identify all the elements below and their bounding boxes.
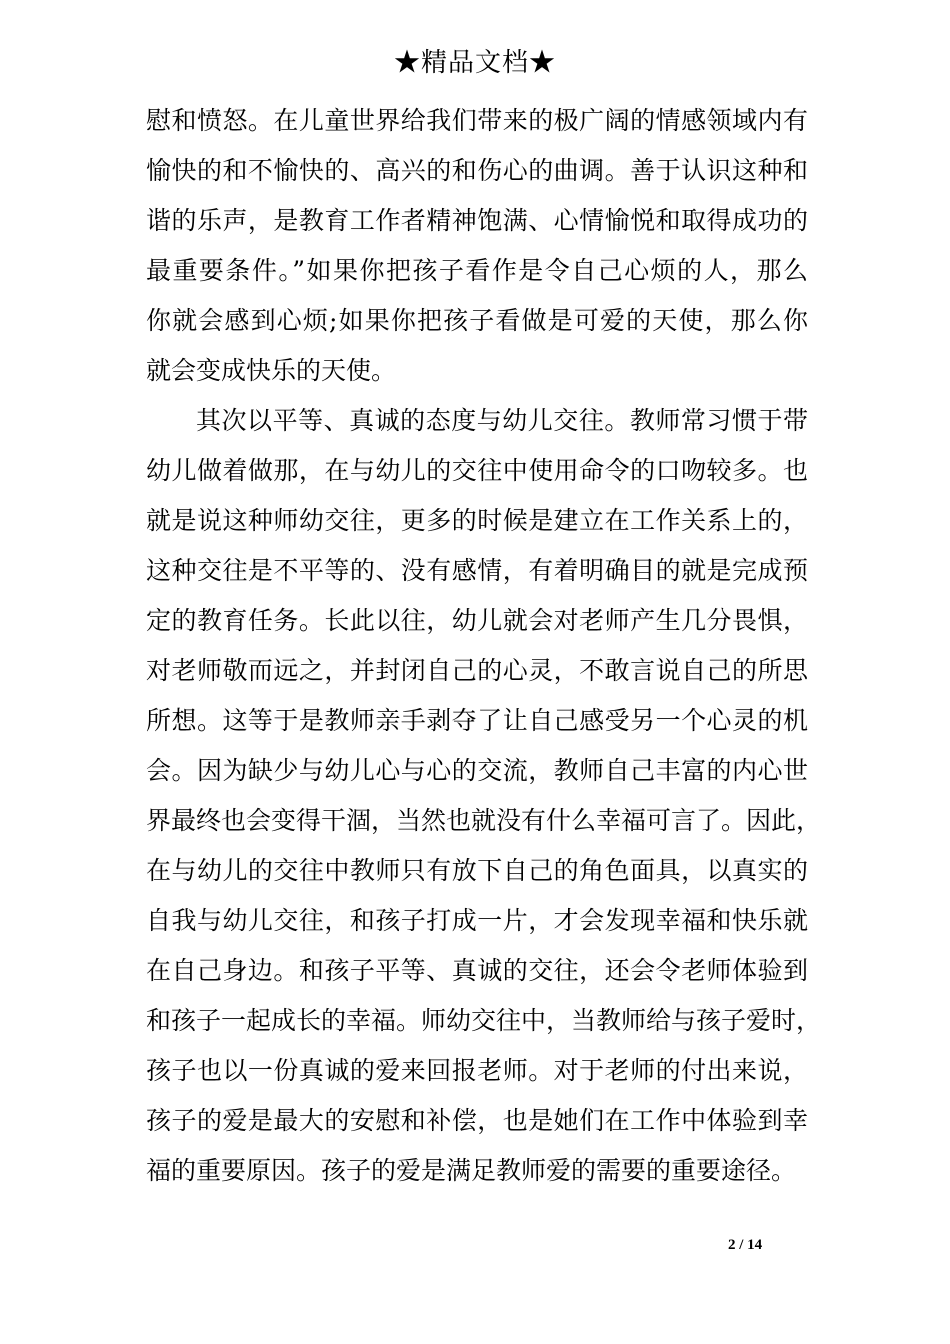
text-line: 这种交往是不平等的、没有感情，有着明确目的就是完成预: [146, 556, 808, 585]
text-line: 在自己身边。和孩子平等、真诚的交往，还会令老师体验到: [146, 956, 808, 985]
text-line: 所想。这等于是教师亲手剥夺了让自己感受另一个心灵的机: [146, 706, 808, 735]
text-line: 会。因为缺少与幼儿心与心的交流，教师自己丰富的内心世: [146, 756, 808, 785]
text-line: 你就会感到心烦;如果你把孩子看做是可爱的天使，那么你: [146, 306, 808, 335]
text-line: 孩子也以一份真诚的爱来回报老师。对于老师的付出来说，: [146, 1056, 808, 1085]
text-line: 谐的乐声，是教育工作者精神饱满、心情愉悦和取得成功的: [146, 206, 808, 235]
text-line: 对老师敬而远之，并封闭自己的心灵，不敢言说自己的所思: [146, 656, 808, 685]
text-line: 孩子的爱是最大的安慰和补偿，也是她们在工作中体验到幸: [146, 1106, 808, 1135]
text-line: 福的重要原因。孩子的爱是满足教师爱的需要的重要途径。: [146, 1156, 797, 1185]
text-line: 定的教育任务。长此以往，幼儿就会对老师产生几分畏惧，: [146, 606, 808, 635]
text-line: 自我与幼儿交往，和孩子打成一片，才会发现幸福和快乐就: [146, 906, 808, 935]
text-line: 最重要条件。”如果你把孩子看作是令自己心烦的人，那么: [146, 256, 808, 285]
page-number: 2 / 14: [728, 1237, 763, 1253]
text-line: 愉快的和不愉快的、高兴的和伤心的曲调。善于认识这种和: [146, 156, 808, 185]
text-line: 在与幼儿的交往中教师只有放下自己的角色面具，以真实的: [146, 856, 808, 885]
text-line: 和孩子一起成长的幸福。师幼交往中，当教师给与孩子爱时，: [146, 1006, 822, 1035]
text-line: 界最终也会变得干涸，当然也就没有什么幸福可言了。因此，: [146, 806, 822, 835]
document-body: [146, 96, 822, 1196]
text-line: 就是说这种师幼交往，更多的时候是建立在工作关系上的，: [146, 506, 808, 535]
text-line: 慰和愤怒。在儿童世界给我们带来的极广阔的情感领域内有: [146, 106, 808, 135]
paragraph-first-line: 其次以平等、真诚的态度与幼儿交往。教师常习惯于带: [196, 406, 808, 435]
text-line: 幼儿做着做那，在与幼儿的交往中使用命令的口吻较多。也: [146, 456, 808, 485]
text-line: 就会变成快乐的天使。: [146, 356, 397, 385]
page-header-title: ★精品文档★: [393, 48, 556, 78]
